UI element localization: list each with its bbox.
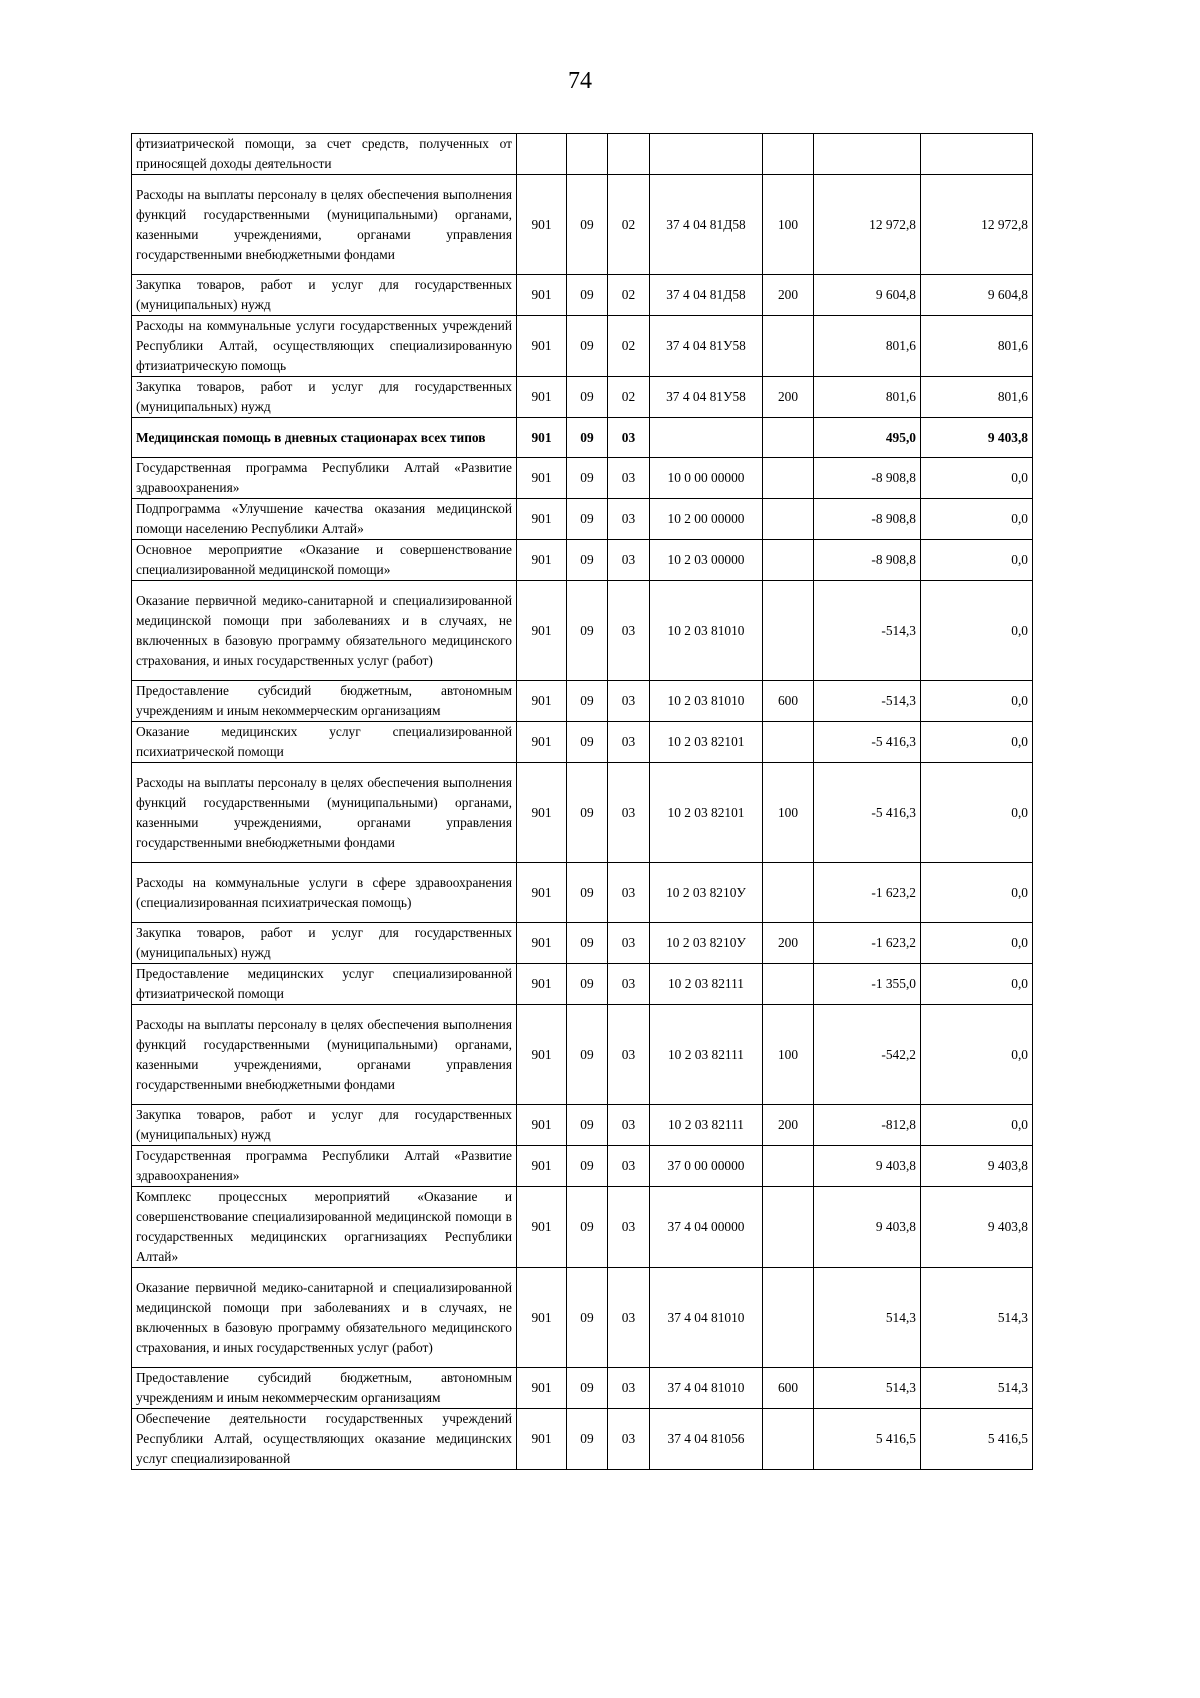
- subsection-cell: 03: [608, 923, 650, 964]
- table-row: [132, 581, 1033, 681]
- target-article-cell: 37 4 04 81010: [650, 1268, 763, 1368]
- row-name-cell: Подпрограмма «Улучшение качества оказания медицинской помощи населению Республики Алтай»: [132, 499, 517, 540]
- grbs-cell: 901: [517, 499, 567, 540]
- row-name-cell: фтизиатрической помощи, за счет средств, полученных от приносящей доходы деятельности: [132, 134, 517, 175]
- grbs-cell: 901: [517, 418, 567, 458]
- section-cell: 09: [567, 964, 608, 1005]
- section-cell: 09: [567, 418, 608, 458]
- grbs-cell: 901: [517, 681, 567, 722]
- grbs-cell: 901: [517, 1146, 567, 1187]
- target-article-cell: 10 2 03 8210У: [650, 923, 763, 964]
- section-cell: 09: [567, 763, 608, 863]
- subsection-cell: 03: [608, 540, 650, 581]
- table-row: [132, 377, 1033, 418]
- table-row: [132, 1368, 1033, 1409]
- section-cell: 09: [567, 923, 608, 964]
- subsection-cell: 02: [608, 175, 650, 275]
- expense-type-cell: 200: [763, 923, 814, 964]
- section-cell: 09: [567, 275, 608, 316]
- amount-1-cell: 9 403,8: [814, 1187, 921, 1268]
- section-cell: 09: [567, 1409, 608, 1470]
- subsection-cell: 03: [608, 1005, 650, 1105]
- grbs-cell: 901: [517, 1105, 567, 1146]
- subsection-cell: 03: [608, 1268, 650, 1368]
- table-row: [132, 1409, 1033, 1470]
- row-name-cell: Медицинская помощь в дневных стационарах всех типов: [132, 418, 517, 458]
- section-cell: 09: [567, 1105, 608, 1146]
- target-article-cell: 37 4 04 81Д58: [650, 175, 763, 275]
- grbs-cell: 901: [517, 275, 567, 316]
- row-name-cell: Закупка товаров, работ и услуг для государственных (муниципальных) нужд: [132, 377, 517, 418]
- budget-table: [131, 133, 1033, 1470]
- section-cell: 09: [567, 499, 608, 540]
- amount-1-cell: -1 623,2: [814, 863, 921, 923]
- expense-type-cell: [763, 581, 814, 681]
- row-name-cell: Расходы на коммунальные услуги государственных учреждений Республики Алтай, осуществляющих специализированную фтизиатрическую помощь: [132, 316, 517, 377]
- amount-2-cell: 0,0: [921, 1105, 1033, 1146]
- amount-2-cell: 514,3: [921, 1268, 1033, 1368]
- section-cell: 09: [567, 1187, 608, 1268]
- expense-type-cell: [763, 540, 814, 581]
- section-cell: 09: [567, 681, 608, 722]
- expense-type-cell: 200: [763, 275, 814, 316]
- expense-type-cell: [763, 1409, 814, 1470]
- row-name-cell: Государственная программа Республики Алтай «Развитие здравоохранения»: [132, 1146, 517, 1187]
- target-article-cell: 37 4 04 81У58: [650, 377, 763, 418]
- target-article-cell: 10 2 03 8210У: [650, 863, 763, 923]
- target-article-cell: 37 0 00 00000: [650, 1146, 763, 1187]
- expense-type-cell: [763, 1187, 814, 1268]
- expense-type-cell: [763, 964, 814, 1005]
- section-cell: 09: [567, 540, 608, 581]
- target-article-cell: 37 4 04 81056: [650, 1409, 763, 1470]
- subsection-cell: 03: [608, 1146, 650, 1187]
- subsection-cell: 03: [608, 1105, 650, 1146]
- amount-2-cell: 0,0: [921, 458, 1033, 499]
- row-name-cell: Расходы на коммунальные услуги в сфере здравоохранения (специализированная психиатрическая помощь): [132, 863, 517, 923]
- table-row: [132, 499, 1033, 540]
- section-cell: 09: [567, 863, 608, 923]
- amount-1-cell: -8 908,8: [814, 458, 921, 499]
- subsection-cell: 02: [608, 316, 650, 377]
- grbs-cell: 901: [517, 581, 567, 681]
- subsection-cell: 02: [608, 377, 650, 418]
- amount-1-cell: 801,6: [814, 316, 921, 377]
- subsection-cell: 03: [608, 681, 650, 722]
- amount-2-cell: 9 403,8: [921, 1146, 1033, 1187]
- amount-2-cell: 0,0: [921, 581, 1033, 681]
- expense-type-cell: [763, 1146, 814, 1187]
- amount-2-cell: 0,0: [921, 499, 1033, 540]
- section-cell: 09: [567, 1368, 608, 1409]
- table-row: [132, 964, 1033, 1005]
- expense-type-cell: 100: [763, 1005, 814, 1105]
- row-name-cell: Государственная программа Республики Алтай «Развитие здравоохранения»: [132, 458, 517, 499]
- amount-2-cell: 514,3: [921, 1368, 1033, 1409]
- subsection-cell: 03: [608, 1368, 650, 1409]
- amount-2-cell: 9 604,8: [921, 275, 1033, 316]
- subsection-cell: 03: [608, 418, 650, 458]
- amount-1-cell: -1 355,0: [814, 964, 921, 1005]
- amount-1-cell: 9 403,8: [814, 1146, 921, 1187]
- expense-type-cell: 100: [763, 763, 814, 863]
- expense-type-cell: 100: [763, 175, 814, 275]
- amount-1-cell: -1 623,2: [814, 923, 921, 964]
- table-row: [132, 1187, 1033, 1268]
- grbs-cell: 901: [517, 722, 567, 763]
- expense-type-cell: [763, 418, 814, 458]
- section-cell: 09: [567, 175, 608, 275]
- amount-2-cell: 0,0: [921, 763, 1033, 863]
- amount-1-cell: 495,0: [814, 418, 921, 458]
- target-article-cell: 10 0 00 00000: [650, 458, 763, 499]
- section-cell: 09: [567, 458, 608, 499]
- amount-2-cell: 801,6: [921, 377, 1033, 418]
- table-row: [132, 134, 1033, 175]
- amount-2-cell: 5 416,5: [921, 1409, 1033, 1470]
- expense-type-cell: [763, 863, 814, 923]
- amount-1-cell: 9 604,8: [814, 275, 921, 316]
- expense-type-cell: 200: [763, 1105, 814, 1146]
- subsection-cell: 02: [608, 275, 650, 316]
- grbs-cell: 901: [517, 458, 567, 499]
- grbs-cell: 901: [517, 1368, 567, 1409]
- row-name-cell: Предоставление медицинских услуг специализированной фтизиатрической помощи: [132, 964, 517, 1005]
- table-row: [132, 863, 1033, 923]
- amount-2-cell: 0,0: [921, 964, 1033, 1005]
- amount-2-cell: 0,0: [921, 923, 1033, 964]
- expense-type-cell: [763, 499, 814, 540]
- row-name-cell: Закупка товаров, работ и услуг для государственных (муниципальных) нужд: [132, 1105, 517, 1146]
- table-row: [132, 1146, 1033, 1187]
- row-name-cell: Закупка товаров, работ и услуг для государственных (муниципальных) нужд: [132, 275, 517, 316]
- expense-type-cell: 200: [763, 377, 814, 418]
- target-article-cell: 10 2 03 00000: [650, 540, 763, 581]
- amount-1-cell: -812,8: [814, 1105, 921, 1146]
- target-article-cell: 37 4 04 81010: [650, 1368, 763, 1409]
- row-name-cell: Обеспечение деятельности государственных учреждений Республики Алтай, осуществляющих оказание медицинских услуг специализированной: [132, 1409, 517, 1470]
- table-body: [132, 134, 1033, 1470]
- subsection-cell: 03: [608, 763, 650, 863]
- amount-1-cell: -8 908,8: [814, 540, 921, 581]
- expense-type-cell: [763, 458, 814, 499]
- section-cell: 09: [567, 722, 608, 763]
- subsection-cell: 03: [608, 458, 650, 499]
- subsection-cell: 03: [608, 581, 650, 681]
- amount-1-cell: [814, 134, 921, 175]
- table-row: [132, 923, 1033, 964]
- amount-2-cell: 0,0: [921, 863, 1033, 923]
- row-name-cell: Оказание первичной медико-санитарной и специализированной медицинской помощи при заболеваниях и в случаях, не включенных в базовую программу обязательного медицинского страхования, и иных государственных услуг (работ): [132, 1268, 517, 1368]
- table-row: [132, 175, 1033, 275]
- subsection-cell: 03: [608, 722, 650, 763]
- grbs-cell: 901: [517, 1005, 567, 1105]
- grbs-cell: 901: [517, 540, 567, 581]
- row-name-cell: Комплекс процессных мероприятий «Оказание и совершенствование специализированной медицинской помощи в государственных медицинских оргагнизациях Республики Алтай»: [132, 1187, 517, 1268]
- table-row: [132, 722, 1033, 763]
- row-name-cell: Расходы на выплаты персоналу в целях обеспечения выполнения функций государственными (муниципальными) органами, казенными учреждениями, органами управления государственными внебюджетными фондами: [132, 763, 517, 863]
- grbs-cell: 901: [517, 1187, 567, 1268]
- grbs-cell: 901: [517, 316, 567, 377]
- section-cell: 09: [567, 1146, 608, 1187]
- target-article-cell: 10 2 00 00000: [650, 499, 763, 540]
- target-article-cell: 10 2 03 82111: [650, 964, 763, 1005]
- target-article-cell: 10 2 03 81010: [650, 581, 763, 681]
- grbs-cell: 901: [517, 763, 567, 863]
- amount-2-cell: 0,0: [921, 540, 1033, 581]
- amount-2-cell: 801,6: [921, 316, 1033, 377]
- expense-type-cell: 600: [763, 681, 814, 722]
- target-article-cell: 10 2 03 82111: [650, 1105, 763, 1146]
- subsection-cell: 03: [608, 499, 650, 540]
- section-cell: 09: [567, 377, 608, 418]
- table-row: [132, 418, 1033, 458]
- target-article-cell: [650, 418, 763, 458]
- subsection-cell: 03: [608, 964, 650, 1005]
- amount-2-cell: 0,0: [921, 681, 1033, 722]
- grbs-cell: 901: [517, 964, 567, 1005]
- table-row: [132, 540, 1033, 581]
- grbs-cell: [517, 134, 567, 175]
- target-article-cell: 37 4 04 81Д58: [650, 275, 763, 316]
- amount-2-cell: 9 403,8: [921, 418, 1033, 458]
- target-article-cell: 10 2 03 82101: [650, 722, 763, 763]
- row-name-cell: Предоставление субсидий бюджетным, автономным учреждениям и иным некоммерческим организациям: [132, 1368, 517, 1409]
- row-name-cell: Расходы на выплаты персоналу в целях обеспечения выполнения функций государственными (муниципальными) органами, казенными учреждениями, органами управления государственными внебюджетными фондами: [132, 1005, 517, 1105]
- table-row: [132, 763, 1033, 863]
- section-cell: 09: [567, 1005, 608, 1105]
- amount-2-cell: 12 972,8: [921, 175, 1033, 275]
- amount-2-cell: 9 403,8: [921, 1187, 1033, 1268]
- row-name-cell: Основное мероприятие «Оказание и совершенствование специализированной медицинской помощи»: [132, 540, 517, 581]
- table-row: [132, 275, 1033, 316]
- grbs-cell: 901: [517, 863, 567, 923]
- target-article-cell: [650, 134, 763, 175]
- section-cell: [567, 134, 608, 175]
- amount-1-cell: 12 972,8: [814, 175, 921, 275]
- page-number: 74: [568, 68, 592, 94]
- amount-1-cell: -514,3: [814, 581, 921, 681]
- grbs-cell: 901: [517, 1268, 567, 1368]
- row-name-cell: Предоставление субсидий бюджетным, автономным учреждениям и иным некоммерческим организациям: [132, 681, 517, 722]
- expense-type-cell: [763, 134, 814, 175]
- amount-2-cell: 0,0: [921, 722, 1033, 763]
- amount-1-cell: 801,6: [814, 377, 921, 418]
- grbs-cell: 901: [517, 1409, 567, 1470]
- target-article-cell: 10 2 03 82101: [650, 763, 763, 863]
- expense-type-cell: [763, 1268, 814, 1368]
- row-name-cell: Закупка товаров, работ и услуг для государственных (муниципальных) нужд: [132, 923, 517, 964]
- amount-1-cell: -542,2: [814, 1005, 921, 1105]
- amount-1-cell: 514,3: [814, 1268, 921, 1368]
- target-article-cell: 10 2 03 81010: [650, 681, 763, 722]
- amount-1-cell: 5 416,5: [814, 1409, 921, 1470]
- table-row: [132, 316, 1033, 377]
- table-row: [132, 681, 1033, 722]
- grbs-cell: 901: [517, 923, 567, 964]
- subsection-cell: 03: [608, 1187, 650, 1268]
- target-article-cell: 37 4 04 81У58: [650, 316, 763, 377]
- expense-type-cell: [763, 722, 814, 763]
- amount-1-cell: -514,3: [814, 681, 921, 722]
- amount-2-cell: [921, 134, 1033, 175]
- table-row: [132, 1268, 1033, 1368]
- section-cell: 09: [567, 581, 608, 681]
- table-row: [132, 1005, 1033, 1105]
- table-row: [132, 1105, 1033, 1146]
- section-cell: 09: [567, 316, 608, 377]
- row-name-cell: Расходы на выплаты персоналу в целях обеспечения выполнения функций государственными (муниципальными) органами, казенными учреждениями, органами управления государственными внебюджетными фондами: [132, 175, 517, 275]
- target-article-cell: 10 2 03 82111: [650, 1005, 763, 1105]
- amount-1-cell: -8 908,8: [814, 499, 921, 540]
- expense-type-cell: 600: [763, 1368, 814, 1409]
- amount-1-cell: -5 416,3: [814, 763, 921, 863]
- grbs-cell: 901: [517, 377, 567, 418]
- expense-type-cell: [763, 316, 814, 377]
- amount-2-cell: 0,0: [921, 1005, 1033, 1105]
- row-name-cell: Оказание первичной медико-санитарной и специализированной медицинской помощи при заболеваниях и в случаях, не включенных в базовую программу обязательного медицинского страхования, и иных государственных услуг (работ): [132, 581, 517, 681]
- target-article-cell: 37 4 04 00000: [650, 1187, 763, 1268]
- section-cell: 09: [567, 1268, 608, 1368]
- amount-1-cell: -5 416,3: [814, 722, 921, 763]
- subsection-cell: 03: [608, 1409, 650, 1470]
- subsection-cell: [608, 134, 650, 175]
- subsection-cell: 03: [608, 863, 650, 923]
- row-name-cell: Оказание медицинских услуг специализированной психиатрической помощи: [132, 722, 517, 763]
- table-row: [132, 458, 1033, 499]
- grbs-cell: 901: [517, 175, 567, 275]
- amount-1-cell: 514,3: [814, 1368, 921, 1409]
